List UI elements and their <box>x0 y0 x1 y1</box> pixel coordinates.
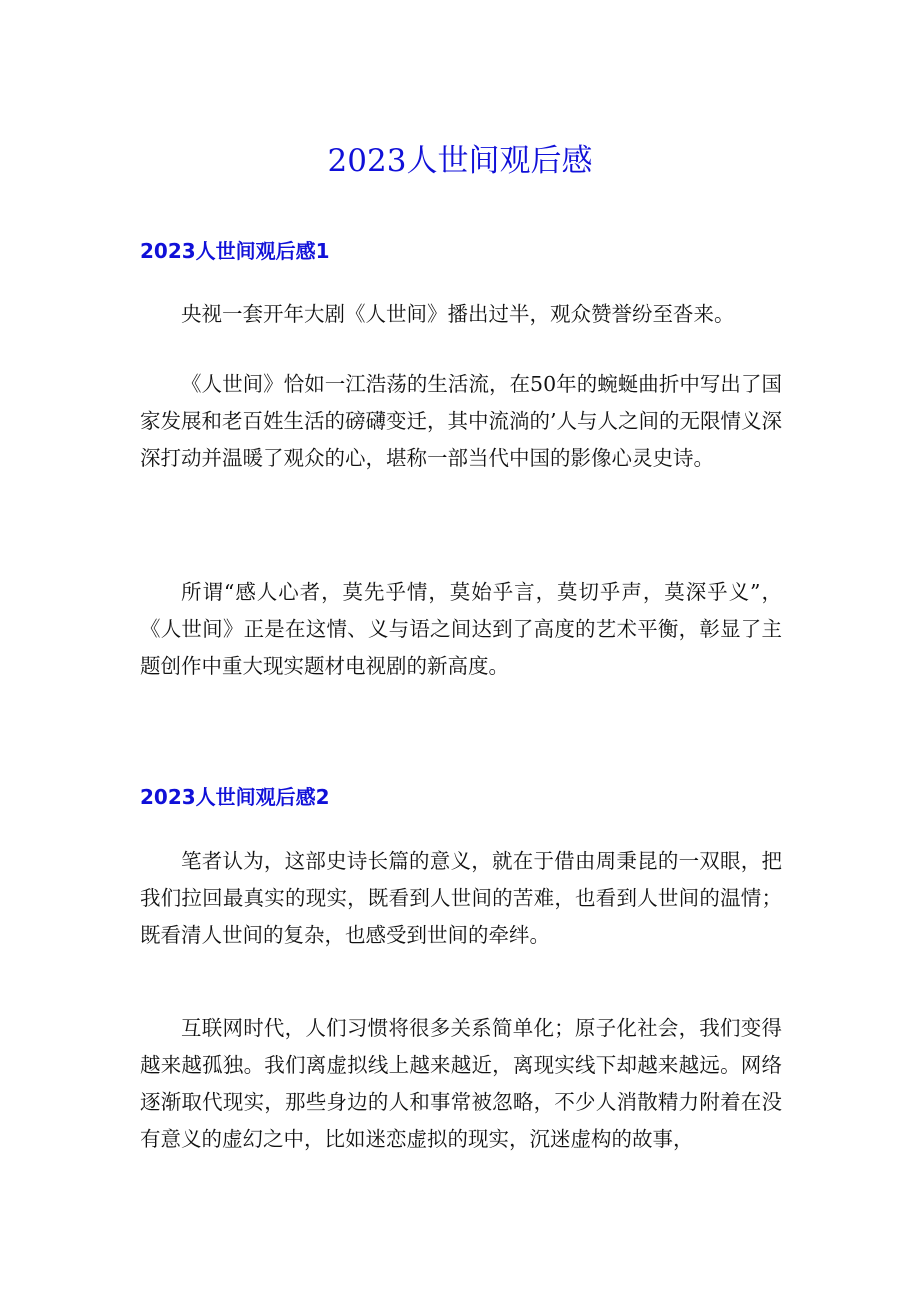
section-heading-1: 2023人世间观后感1 <box>140 239 330 263</box>
section-2-paragraph-2: 互联网时代，人们习惯将很多关系简单化；原子化社会，我们变得越来越孤独。我们离虚拟线上越来越近，离现实线下却越来越远。网络逐渐取代现实，那些身边的人和事常被忽略，不少人消散精力附着在没有意义的虚幻之中，比如迷恋虚拟的现实，沉迷虚构的故事， <box>140 1016 782 1151</box>
section-1-paragraph-2: 《人世间》恰如一江浩荡的生活流，在50年的蜿蜒曲折中写出了国家发展和老百姓生活的磅礴变迁，其中流淌的’人与人之间的无限情义深深打动并温暖了观众的心，堪称一部当代中国的影像心灵史诗。 <box>140 372 783 470</box>
section-1-paragraph-1: 央视一套开年大剧《人世间》播出过半，观众赞誉纷至沓来。 <box>181 302 735 326</box>
section-heading-2: 2023人世间观后感2 <box>140 785 330 809</box>
document-title: 2023人世间观后感 <box>327 143 593 179</box>
section-1-paragraph-3: 所谓“感人心者，莫先乎情，莫始乎言，莫切乎声，莫深乎义”，《人世间》正是在这情、义与语之间达到了高度的艺术平衡，彰显了主题创作中重大现实题材电视剧的新高度。 <box>140 580 782 678</box>
section-2-paragraph-1: 笔者认为，这部史诗长篇的意义，就在于借由周秉昆的一双眼，把我们拉回最真实的现实，既看到人世间的苦难，也看到人世间的温情；既看清人世间的复杂，也感受到世间的牵绊。 <box>140 849 782 947</box>
